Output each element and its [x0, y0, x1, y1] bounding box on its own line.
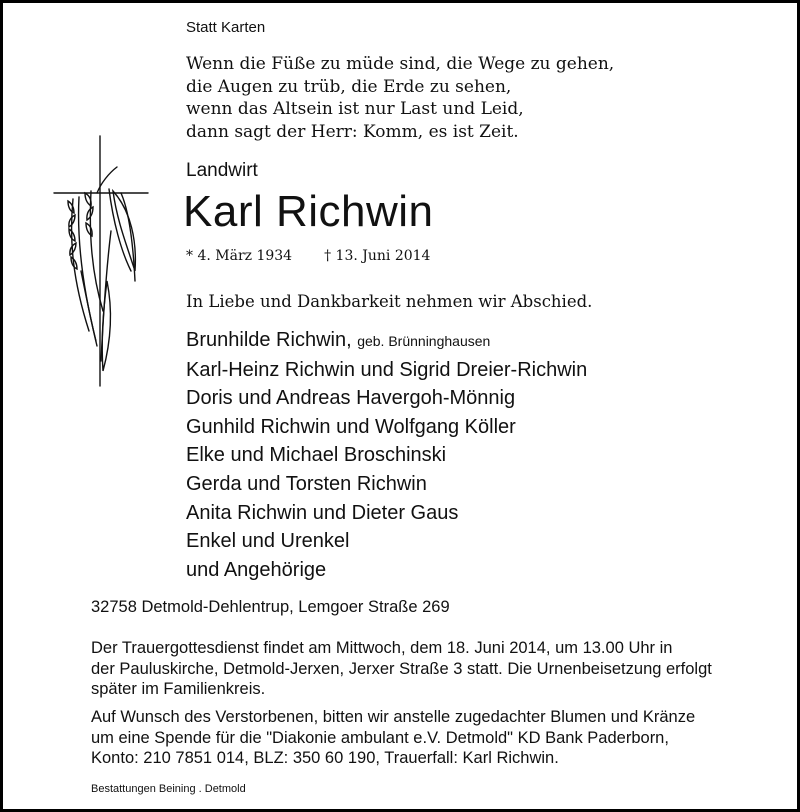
poem-line: wenn das Altsein ist nur Last und Leid, — [186, 99, 524, 119]
list-item — [186, 326, 587, 356]
header-statt-karten: Statt Karten — [186, 19, 266, 36]
poem-line: dann sagt der Herr: Komm, es ist Zeit. — [186, 121, 519, 142]
list-item: Enkel und Urenkel — [186, 530, 350, 553]
list-item: Karl-Heinz Richwin und Sigrid Dreier-Richwin — [186, 358, 588, 381]
donation-info — [91, 707, 695, 769]
service-line: der Pauluskirche, Detmold-Jerxen, Jerxer Straße 3 statt. Die Urnenbeisetzung erfolgt — [91, 659, 712, 678]
donation-line: Konto: 210 7851 014, BLZ: 350 60 190, Trauerfall: Karl Richwin. — [91, 749, 559, 767]
donation-line: Auf Wunsch des Verstorbenen, bitten wir anstelle zugedachter Blumen und Kränze — [91, 708, 696, 726]
list-item: Gerda und Torsten Richwin — [186, 472, 427, 495]
address: 32758 Detmold-Dehlentrup, Lemgoer Straße 269 — [91, 598, 450, 616]
deceased-name: Karl Richwin — [183, 187, 434, 236]
mourner-name: Brunhilde Richwin, — [186, 329, 352, 351]
profession-label: Landwirt — [186, 160, 258, 181]
poem-line: Wenn die Füße zu müde sind, die Wege zu gehen, — [186, 54, 615, 74]
death-date: † 13. Juni 2014 — [324, 248, 431, 264]
service-line: später im Familienkreis. — [91, 680, 266, 698]
cross-with-wheat-icon — [51, 131, 151, 391]
life-dates — [186, 248, 430, 264]
poem — [186, 53, 614, 143]
poem-line: die Augen zu trüb, die Erde zu sehen, — [186, 76, 512, 97]
birth-date: * 4. März 1934 — [186, 248, 293, 264]
mourner-note: geb. Brünninghausen — [357, 333, 491, 349]
list-item: Elke und Michael Broschinski — [186, 444, 447, 467]
service-line: Der Trauergottesdienst findet am Mittwoch, dem 18. Juni 2014, um 13.00 Uhr in — [91, 639, 673, 657]
list-item: Doris und Andreas Havergoh-Mönnig — [186, 387, 516, 410]
funeral-home-footer: Bestattungen Beining . Detmold — [91, 783, 246, 795]
mourners-list — [186, 326, 587, 584]
donation-line: um eine Spende für die "Diakonie ambulant e.V. Detmold" KD Bank Paderborn, — [91, 728, 669, 747]
list-item: Anita Richwin und Dieter Gaus — [186, 501, 459, 524]
service-info — [91, 638, 712, 700]
farewell-text: In Liebe und Dankbarkeit nehmen wir Abschied. — [186, 292, 593, 311]
list-item: Gunhild Richwin und Wolfgang Köller — [186, 415, 516, 438]
list-item: und Angehörige — [186, 558, 327, 581]
